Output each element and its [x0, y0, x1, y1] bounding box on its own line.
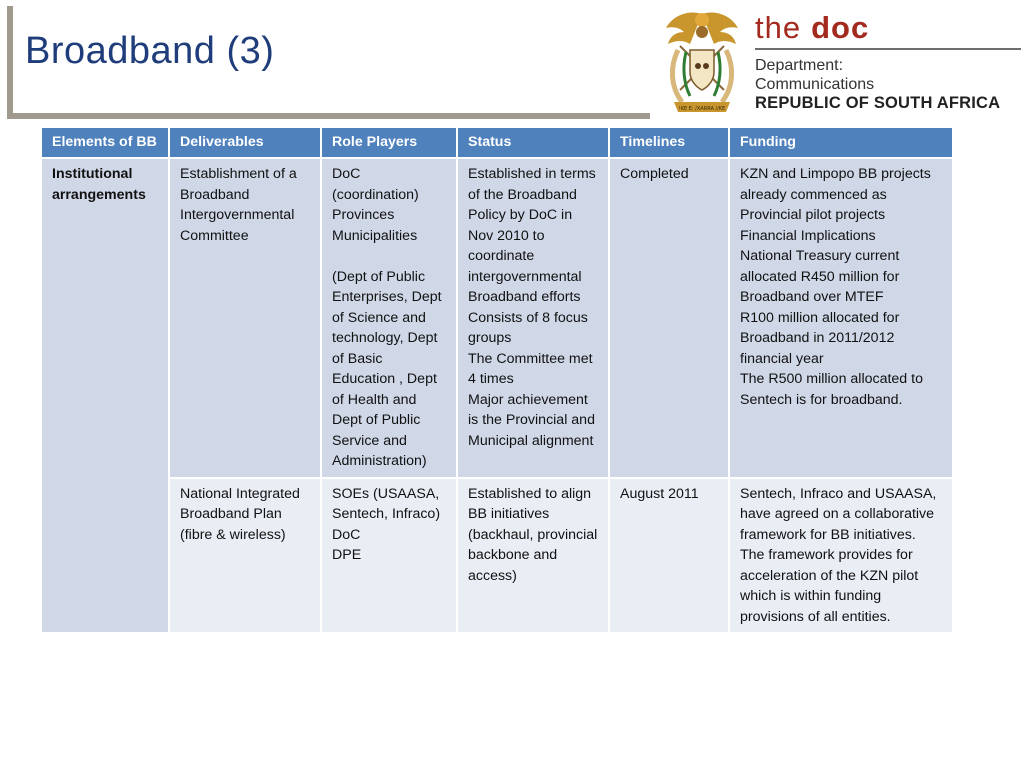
status-cell: Established to align BB initiatives (backhaul, provincial backbone and access) [457, 478, 609, 634]
header-funding: Funding [729, 128, 953, 158]
brand-the: the [755, 10, 802, 45]
header-status: Status [457, 128, 609, 158]
doc-logo [655, 4, 1024, 122]
funding-cell: Sentech, Infraco and USAASA, have agreed on a collaborative framework for BB initiatives. The framework provides for acceleration of the KZN pilot which is within funding provisions of all entities. [729, 478, 953, 634]
funding-cell: KZN and Limpopo BB projects already commenced as Provincial pilot projects Financial Implications National Treasury current allocated R450 million for Broadband over MTEF R100 million allocated for Broadband in 2011/2012 financial year The R500 million allocated to Sentech is for broadband. [729, 158, 953, 478]
deliverables-cell: National Integrated Broadband Plan (fibre & wireless) [169, 478, 321, 634]
doc-brand-name [755, 12, 1021, 44]
department-name: Communications [755, 76, 875, 93]
header-role-players: Role Players [321, 128, 457, 158]
timelines-cell: Completed [609, 158, 729, 478]
status-cell: Established in terms of the Broadband Policy by DoC in Nov 2010 to coordinate intergovernmental Broadband efforts Consists of 8 focus groups The Committee met 4 times Major achievement is the Provincial and Municipal alignment [457, 158, 609, 478]
role-players-cell: DoC (coordination) Provinces Municipalities (Dept of Public Enterprises, Dept of Science and technology, Dept of Basic Education , Dept of Health and Dept of Public Service and Administration) [321, 158, 457, 478]
role-players-cell: SOEs (USAASA, Sentech, Infraco) DoC DPE [321, 478, 457, 634]
header-deliverables: Deliverables [169, 128, 321, 158]
table-row [41, 158, 953, 478]
table-row [41, 478, 953, 634]
country-name: REPUBLIC OF SOUTH AFRICA [755, 94, 1001, 112]
department-branding [755, 12, 1021, 113]
coat-of-arms-icon [660, 6, 744, 118]
department-label: Department: [755, 57, 844, 74]
table-header-row [41, 128, 953, 158]
brand-doc: doc [811, 10, 870, 45]
slide-title: Broadband (3) [25, 30, 275, 72]
element-cell: Institutional arrangements [41, 158, 169, 633]
deliverables-cell: Establishment of a Broadband Intergovernmental Committee [169, 158, 321, 478]
header-elements-of-bb: Elements of BB [41, 128, 169, 158]
svg-text:!KE E: /XARRA //KE: !KE E: /XARRA //KE [678, 106, 726, 112]
timelines-cell: August 2011 [609, 478, 729, 634]
brand-divider [755, 48, 1021, 50]
broadband-table [40, 128, 954, 634]
header-timelines: Timelines [609, 128, 729, 158]
